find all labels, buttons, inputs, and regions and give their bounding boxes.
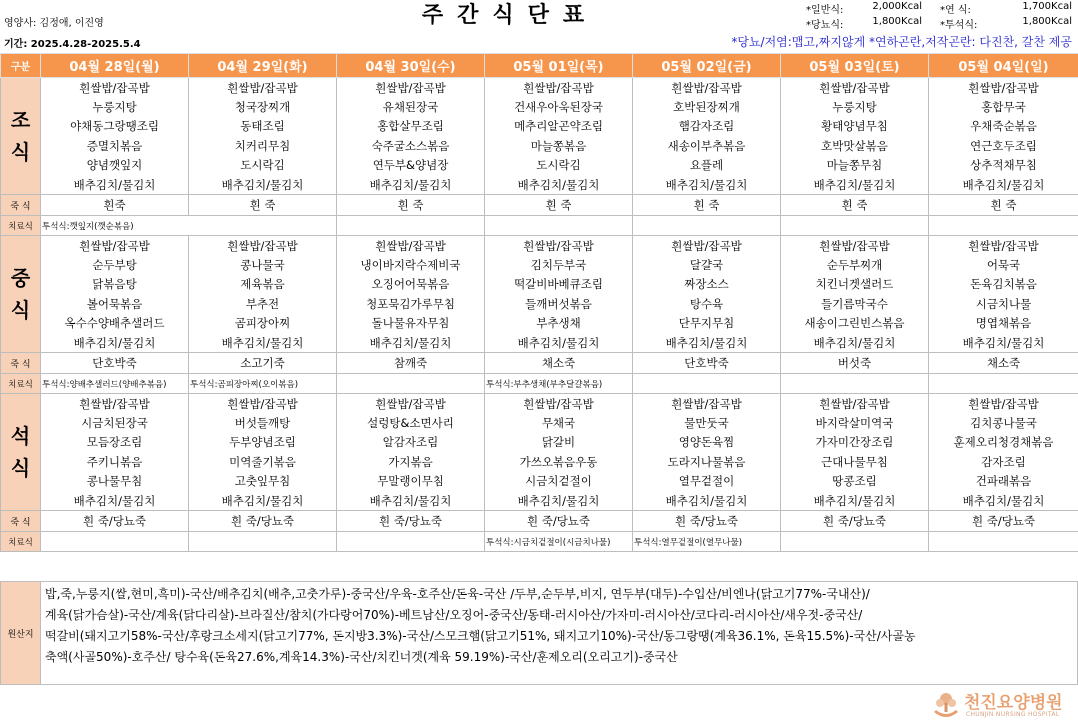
kcal-value: 1,700Kcal bbox=[1022, 1, 1072, 12]
menu-item: 김치두부국 bbox=[485, 255, 633, 275]
meal-label bbox=[1, 394, 41, 511]
dish-row bbox=[1, 413, 1078, 433]
menu-item: 물만둣국 bbox=[633, 413, 781, 433]
special-diet-note: 투석식:깻잎지(깻순볶음) bbox=[41, 216, 337, 236]
menu-item: 흰쌀밥/잡곡밥 bbox=[337, 236, 485, 256]
dish-row bbox=[1, 236, 1078, 256]
special-diet-cell bbox=[337, 532, 485, 552]
menu-item: 근대나물무침 bbox=[781, 452, 929, 472]
special-diet-cell: 투석식:부추생채(부추달걀볶음) bbox=[485, 374, 633, 394]
menu-item: 시금치겉절이 bbox=[485, 472, 633, 492]
menu-item: 옥수수양배추샐러드 bbox=[41, 314, 189, 334]
menu-item: 요플레 bbox=[633, 156, 781, 176]
dish-row bbox=[1, 255, 1078, 275]
menu-item: 새송이부추볶음 bbox=[633, 136, 781, 156]
menu-item: 모듬장조림 bbox=[41, 433, 189, 453]
special-diet-cell bbox=[781, 374, 929, 394]
special-diet-cell bbox=[485, 216, 633, 236]
special-diet-cell bbox=[929, 374, 1078, 394]
tree-hands-icon bbox=[930, 690, 962, 722]
special-diet-cell bbox=[781, 216, 929, 236]
menu-item: 배추김치/물김치 bbox=[781, 333, 929, 353]
kcal-label: *당뇨식: bbox=[806, 20, 844, 31]
dish-row bbox=[1, 294, 1078, 314]
dish-row bbox=[1, 175, 1078, 195]
menu-item: 배추김치/물김치 bbox=[189, 491, 337, 511]
special-diet-label: 치료식 bbox=[1, 532, 41, 552]
special-diet-cell: 투석식:양배추샐러드(양배추볶음) bbox=[41, 374, 189, 394]
kcal-value: 1,800Kcal bbox=[872, 16, 922, 27]
menu-item: 배추김치/물김치 bbox=[189, 175, 337, 195]
menu-item: 야채동그랑땡조림 bbox=[41, 117, 189, 137]
porridge-item: 흰 죽/당뇨죽 bbox=[929, 511, 1078, 532]
menu-item: 흰쌀밥/잡곡밥 bbox=[41, 236, 189, 256]
special-diet-cell bbox=[337, 374, 485, 394]
kcal-label: *투석식: bbox=[940, 20, 978, 31]
menu-item: 돈육김치볶음 bbox=[929, 275, 1078, 295]
menu-item: 흰쌀밥/잡곡밥 bbox=[633, 236, 781, 256]
porridge-item: 흰 죽/당뇨죽 bbox=[41, 511, 189, 532]
menu-item: 흰쌀밥/잡곡밥 bbox=[633, 78, 781, 98]
menu-item: 곰피장아찌 bbox=[189, 314, 337, 334]
menu-item: 연두부&양념장 bbox=[337, 156, 485, 176]
menu-item: 건파래볶음 bbox=[929, 472, 1078, 492]
menu-item: 청국장찌개 bbox=[189, 97, 337, 117]
meal-label-char: 식 bbox=[10, 456, 31, 480]
menu-item: 숙주굴소스볶음 bbox=[337, 136, 485, 156]
menu-item: 돌나물유자무침 bbox=[337, 314, 485, 334]
dish-row bbox=[1, 314, 1078, 334]
menu-item: 오징어어묵볶음 bbox=[337, 275, 485, 295]
menu-item: 메추리알곤약조림 bbox=[485, 117, 633, 137]
porridge-item: 흰 죽/당뇨죽 bbox=[337, 511, 485, 532]
kcal-value: 1,800Kcal bbox=[1022, 16, 1072, 27]
menu-item: 짜장소스 bbox=[633, 275, 781, 295]
menu-item: 바지락살미역국 bbox=[781, 413, 929, 433]
kcal-label: *일반식: bbox=[806, 5, 844, 16]
porridge-item: 흰 죽 bbox=[781, 195, 929, 216]
menu-item: 시금치나물 bbox=[929, 294, 1078, 314]
menu-item: 연근호두조림 bbox=[929, 136, 1078, 156]
menu-item: 닭갈비 bbox=[485, 433, 633, 453]
menu-item: 들깨버섯볶음 bbox=[485, 294, 633, 314]
porridge-item: 흰 죽/당뇨죽 bbox=[189, 511, 337, 532]
menu-item: 배추김치/물김치 bbox=[41, 491, 189, 511]
menu-item: 유채된장국 bbox=[337, 97, 485, 117]
porridge-item: 흰 죽/당뇨죽 bbox=[633, 511, 781, 532]
porridge-item: 단호박죽 bbox=[41, 353, 189, 374]
day-header: 04월 30일(수) bbox=[337, 54, 485, 78]
porridge-label: 죽 식 bbox=[1, 353, 41, 374]
menu-item: 흰쌀밥/잡곡밥 bbox=[485, 394, 633, 414]
menu-item: 단무지무침 bbox=[633, 314, 781, 334]
porridge-item: 소고기죽 bbox=[189, 353, 337, 374]
period-label: 기간: 2025.4.28-2025.5.4 bbox=[4, 39, 141, 50]
porridge-item: 단호박죽 bbox=[633, 353, 781, 374]
menu-item: 순두부탕 bbox=[41, 255, 189, 275]
menu-item: 치커리무침 bbox=[189, 136, 337, 156]
menu-item: 누룽지탕 bbox=[781, 97, 929, 117]
menu-item: 배추김치/물김치 bbox=[929, 333, 1078, 353]
menu-item: 제육볶음 bbox=[189, 275, 337, 295]
porridge-label: 죽 식 bbox=[1, 511, 41, 532]
hospital-logo bbox=[930, 686, 1078, 726]
menu-item: 콩나물국 bbox=[189, 255, 337, 275]
special-diet-cell: 투석식:시금치겉절이(시금치나물) bbox=[485, 532, 633, 552]
menu-item: 배추김치/물김치 bbox=[781, 175, 929, 195]
menu-item: 배추김치/물김치 bbox=[485, 491, 633, 511]
menu-item: 땅콩조림 bbox=[781, 472, 929, 492]
menu-item: 증멸치볶음 bbox=[41, 136, 189, 156]
special-diet-cell bbox=[189, 532, 337, 552]
menu-item: 배추김치/물김치 bbox=[633, 333, 781, 353]
day-header: 04월 28일(월) bbox=[41, 54, 189, 78]
menu-table bbox=[0, 53, 1078, 552]
menu-item: 들기름막국수 bbox=[781, 294, 929, 314]
porridge-item: 흰 죽/당뇨죽 bbox=[781, 511, 929, 532]
dish-row bbox=[1, 333, 1078, 353]
porridge-row bbox=[1, 353, 1078, 374]
porridge-item: 흰 죽/당뇨죽 bbox=[485, 511, 633, 532]
dish-row bbox=[1, 117, 1078, 137]
menu-item: 가쓰오볶음우동 bbox=[485, 452, 633, 472]
special-diet-cell bbox=[929, 216, 1078, 236]
dish-row bbox=[1, 97, 1078, 117]
menu-item: 배추김치/물김치 bbox=[189, 333, 337, 353]
col-header-label: 구분 bbox=[1, 54, 41, 78]
menu-item: 무말랭이무침 bbox=[337, 472, 485, 492]
kcal-label: *연 식: bbox=[940, 5, 971, 16]
dish-row bbox=[1, 136, 1078, 156]
menu-item: 흰쌀밥/잡곡밥 bbox=[781, 78, 929, 98]
menu-item: 배추김치/물김치 bbox=[929, 175, 1078, 195]
dietitian-label: 영양사: 김정애, 이진영 bbox=[4, 18, 104, 29]
menu-item: 흰쌀밥/잡곡밥 bbox=[337, 78, 485, 98]
dish-row bbox=[1, 472, 1078, 492]
special-diet-label: 치료식 bbox=[1, 216, 41, 236]
menu-item: 주키니볶음 bbox=[41, 452, 189, 472]
menu-item: 흰쌀밥/잡곡밥 bbox=[485, 78, 633, 98]
menu-item: 설렁탕&소면사리 bbox=[337, 413, 485, 433]
porridge-item: 흰 죽 bbox=[485, 195, 633, 216]
menu-item: 감자조림 bbox=[929, 452, 1078, 472]
special-diet-cell bbox=[781, 532, 929, 552]
special-diet-row bbox=[1, 216, 1078, 236]
menu-item: 부추전 bbox=[189, 294, 337, 314]
menu-item: 알감자조림 bbox=[337, 433, 485, 453]
menu-item: 배추김치/물김치 bbox=[337, 491, 485, 511]
menu-item: 청포묵김가루무침 bbox=[337, 294, 485, 314]
diet-notice: *당뇨/저염:맵고,짜지않게 *연하곤란,저작곤란: 다진찬, 갈찬 제공 bbox=[731, 35, 1072, 49]
meal-label-char: 식 bbox=[10, 298, 31, 322]
menu-item: 닭볶음탕 bbox=[41, 275, 189, 295]
porridge-item: 흰 죽 bbox=[929, 195, 1078, 216]
meal-label-char: 석 bbox=[10, 424, 31, 448]
origin-line: 밥,죽,누룽지(쌀,현미,흑미)-국산/배추김치(배추,고춧가루)-중국산/우육-호주산/돈육-국산 /두부,순두부,비지, 연두부(대두)-수입산/비엔나(닭고기77%-국내산)/ bbox=[45, 587, 870, 601]
menu-item: 흰쌀밥/잡곡밥 bbox=[337, 394, 485, 414]
day-header: 05월 02일(금) bbox=[633, 54, 781, 78]
menu-item: 도시락김 bbox=[189, 156, 337, 176]
special-diet-row bbox=[1, 374, 1078, 394]
porridge-item: 흰 죽 bbox=[189, 195, 337, 216]
menu-item: 황태양념무침 bbox=[781, 117, 929, 137]
menu-item: 치킨너겟샐러드 bbox=[781, 275, 929, 295]
menu-item: 배추김치/물김치 bbox=[337, 333, 485, 353]
menu-item: 부추생채 bbox=[485, 314, 633, 334]
menu-item: 호박맛살볶음 bbox=[781, 136, 929, 156]
porridge-item: 흰 죽 bbox=[337, 195, 485, 216]
menu-item: 배추김치/물김치 bbox=[41, 333, 189, 353]
menu-item: 우채죽순볶음 bbox=[929, 117, 1078, 137]
menu-item: 흰쌀밥/잡곡밥 bbox=[781, 394, 929, 414]
menu-item: 흰쌀밥/잡곡밥 bbox=[41, 394, 189, 414]
menu-item: 고춧잎무침 bbox=[189, 472, 337, 492]
menu-item: 열무겉절이 bbox=[633, 472, 781, 492]
sheet-header bbox=[0, 0, 1078, 52]
menu-item: 배추김치/물김치 bbox=[485, 333, 633, 353]
menu-item: 배추김치/물김치 bbox=[485, 175, 633, 195]
menu-item: 달걀국 bbox=[633, 255, 781, 275]
menu-item: 건새우아욱된장국 bbox=[485, 97, 633, 117]
porridge-item: 흰죽 bbox=[41, 195, 189, 216]
origin-line: 떡갈비(돼지고기58%-국산/후랑크소세지(닭고기77%, 돈지방3.3%)-국산/스모크햄(닭고기51%, 돼지고기10%)-국산/동그랑땡(계육36.1%, 돈육15.5%)-국산/사골농 bbox=[45, 629, 916, 643]
menu-item: 햄감자조림 bbox=[633, 117, 781, 137]
menu-item: 흰쌀밥/잡곡밥 bbox=[929, 394, 1078, 414]
porridge-item: 참깨죽 bbox=[337, 353, 485, 374]
menu-item: 마늘쫑볶음 bbox=[485, 136, 633, 156]
special-diet-cell bbox=[633, 216, 781, 236]
menu-item: 떡갈비바베큐조림 bbox=[485, 275, 633, 295]
menu-item: 순두부찌개 bbox=[781, 255, 929, 275]
special-diet-cell bbox=[41, 532, 189, 552]
menu-item: 도라지나물볶음 bbox=[633, 452, 781, 472]
menu-item: 어묵국 bbox=[929, 255, 1078, 275]
menu-item: 흰쌀밥/잡곡밥 bbox=[189, 236, 337, 256]
special-diet-row bbox=[1, 532, 1078, 552]
kcal-value: 2,000Kcal bbox=[872, 1, 922, 12]
menu-item: 배추김치/물김치 bbox=[337, 175, 485, 195]
special-diet-label: 치료식 bbox=[1, 374, 41, 394]
menu-item: 흰쌀밥/잡곡밥 bbox=[929, 78, 1078, 98]
logo-name-en: CHUNJIN NURSING HOSPITAL bbox=[966, 711, 1060, 718]
dish-row bbox=[1, 275, 1078, 295]
menu-item: 볼어묵볶음 bbox=[41, 294, 189, 314]
special-diet-cell bbox=[633, 374, 781, 394]
dish-row bbox=[1, 491, 1078, 511]
menu-item: 배추김치/물김치 bbox=[929, 491, 1078, 511]
menu-item: 흰쌀밥/잡곡밥 bbox=[633, 394, 781, 414]
menu-item: 흰쌀밥/잡곡밥 bbox=[189, 394, 337, 414]
page-title: 주간식단표 bbox=[421, 3, 599, 28]
dish-row bbox=[1, 156, 1078, 176]
porridge-item: 흰 죽 bbox=[633, 195, 781, 216]
day-header: 05월 03일(토) bbox=[781, 54, 929, 78]
dish-row bbox=[1, 452, 1078, 472]
menu-item: 배추김치/물김치 bbox=[41, 175, 189, 195]
menu-item: 두부양념조림 bbox=[189, 433, 337, 453]
menu-item: 흰쌀밥/잡곡밥 bbox=[781, 236, 929, 256]
menu-item: 탕수육 bbox=[633, 294, 781, 314]
menu-item: 훈제오리청경채볶음 bbox=[929, 433, 1078, 453]
dish-row bbox=[1, 394, 1078, 414]
day-header-row bbox=[1, 54, 1078, 78]
menu-item: 영양돈육찜 bbox=[633, 433, 781, 453]
day-header: 05월 01일(목) bbox=[485, 54, 633, 78]
special-diet-cell bbox=[337, 216, 485, 236]
meal-label-char: 조 bbox=[10, 108, 31, 132]
day-header: 04월 29일(화) bbox=[189, 54, 337, 78]
origin-line: 계육(닭가슴살)-국산/계육(닭다리살)-브라질산/참치(가다랑어70%)-베트남산/오징어-중국산/동태-러시아산/가자미-러시아산/코다리-러시아산/새우젓-중국산/ bbox=[45, 608, 863, 622]
special-diet-cell: 투석식:곰피장아찌(오이볶음) bbox=[189, 374, 337, 394]
porridge-label: 죽 식 bbox=[1, 195, 41, 216]
porridge-row bbox=[1, 195, 1078, 216]
porridge-row bbox=[1, 511, 1078, 532]
menu-item: 콩나물무침 bbox=[41, 472, 189, 492]
menu-item: 도시락김 bbox=[485, 156, 633, 176]
meal-label bbox=[1, 236, 41, 353]
meal-label bbox=[1, 78, 41, 195]
menu-item: 미역줄기볶음 bbox=[189, 452, 337, 472]
dish-row bbox=[1, 433, 1078, 453]
menu-item: 상추적채무침 bbox=[929, 156, 1078, 176]
origin-line: 축액(사골50%)-호주산/ 탕수육(돈육27.6%,계육14.3%)-국산/치킨너겟(계육 59.19%)-국산/훈제오리(오리고기)-중국산 bbox=[45, 650, 678, 664]
logo-name: 천진요양병원 bbox=[964, 693, 1063, 713]
porridge-item: 채소죽 bbox=[929, 353, 1078, 374]
day-header: 05월 04일(일) bbox=[929, 54, 1078, 78]
menu-item: 양념깻잎지 bbox=[41, 156, 189, 176]
dish-row bbox=[1, 78, 1078, 98]
menu-item: 흰쌀밥/잡곡밥 bbox=[189, 78, 337, 98]
menu-item: 홍합무국 bbox=[929, 97, 1078, 117]
porridge-item: 채소죽 bbox=[485, 353, 633, 374]
menu-item: 누룽지탕 bbox=[41, 97, 189, 117]
menu-item: 배추김치/물김치 bbox=[633, 175, 781, 195]
menu-item: 배추김치/물김치 bbox=[633, 491, 781, 511]
menu-item: 시금치된장국 bbox=[41, 413, 189, 433]
menu-item: 흰쌀밥/잡곡밥 bbox=[41, 78, 189, 98]
meal-label-char: 중 bbox=[10, 266, 31, 290]
menu-item: 동태조림 bbox=[189, 117, 337, 137]
menu-item: 호박된장찌개 bbox=[633, 97, 781, 117]
menu-item: 새송이그린빈스볶음 bbox=[781, 314, 929, 334]
porridge-item: 버섯죽 bbox=[781, 353, 929, 374]
menu-item: 흰쌀밥/잡곡밥 bbox=[485, 236, 633, 256]
menu-item: 명엽채볶음 bbox=[929, 314, 1078, 334]
special-diet-cell: 투석식:열무겉절이(열무나물) bbox=[633, 532, 781, 552]
menu-item: 김치콩나물국 bbox=[929, 413, 1078, 433]
menu-item: 마늘쫑무침 bbox=[781, 156, 929, 176]
origin-section bbox=[0, 581, 1078, 685]
menu-item: 냉이바지락수제비국 bbox=[337, 255, 485, 275]
menu-item: 무채국 bbox=[485, 413, 633, 433]
origin-text bbox=[45, 584, 1073, 668]
menu-item: 흰쌀밥/잡곡밥 bbox=[929, 236, 1078, 256]
menu-item: 버섯들깨탕 bbox=[189, 413, 337, 433]
menu-item: 가지볶음 bbox=[337, 452, 485, 472]
special-diet-cell bbox=[929, 532, 1078, 552]
menu-item: 배추김치/물김치 bbox=[781, 491, 929, 511]
origin-label: 원산지 bbox=[1, 582, 41, 684]
menu-item: 홍합살무조림 bbox=[337, 117, 485, 137]
meal-label-char: 식 bbox=[10, 140, 31, 164]
menu-item: 가자미간장조림 bbox=[781, 433, 929, 453]
